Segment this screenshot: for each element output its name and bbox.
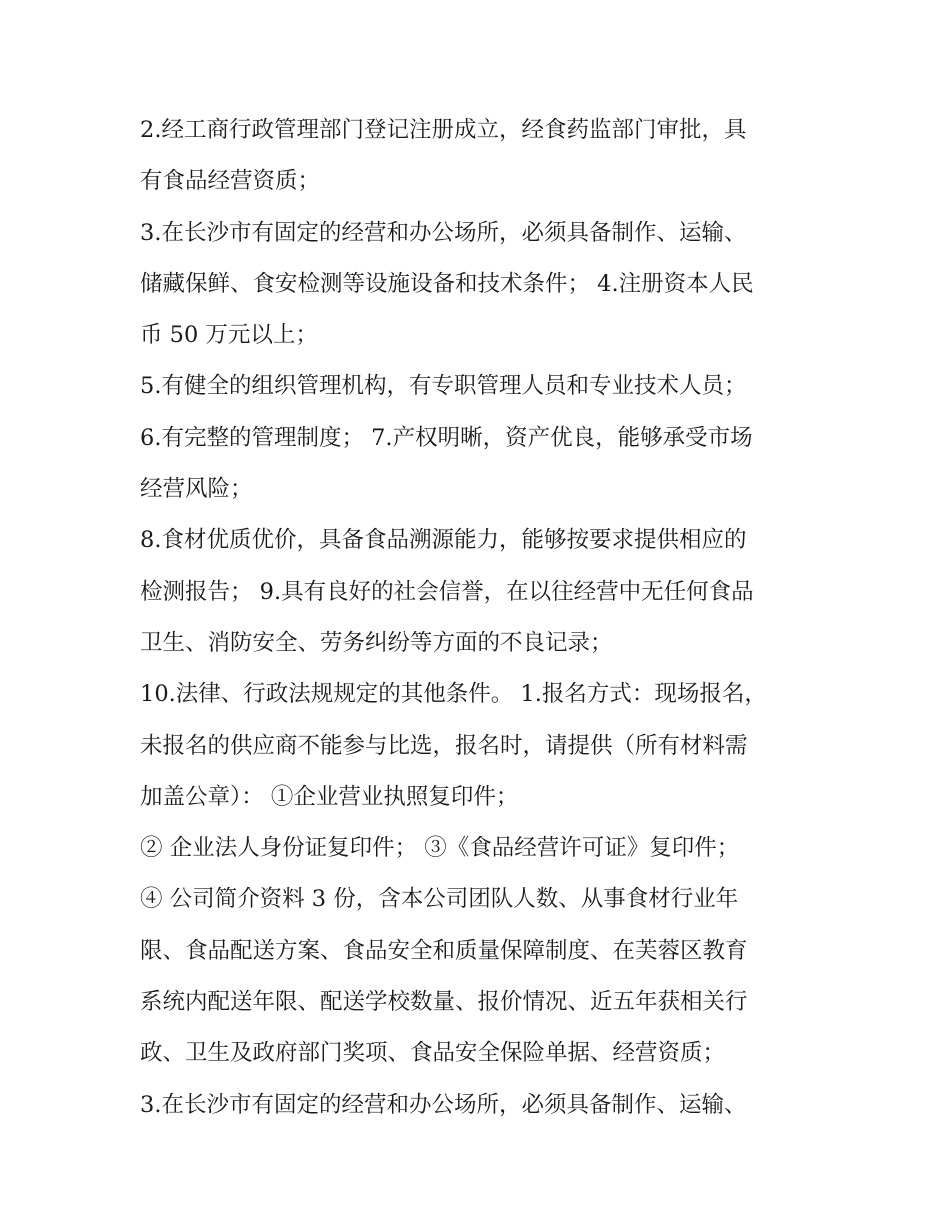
- text-line: 卫生、消防安全、劳务纠纷等方面的不良记录；: [140, 629, 613, 656]
- text-line: 3.在长沙市有固定的经营和办公场所，必须具备制作、运输、: [140, 1091, 747, 1118]
- text-line: 10.法律、行政法规规定的其他条件。 1.报名方式：现场报名，: [140, 681, 767, 708]
- text-line: 未报名的供应商不能参与比选，报名时，请提供（所有材料需: [140, 732, 748, 759]
- text-line: 检测报告； 9.具有良好的社会信誉，在以往经营中无任何食品: [140, 578, 754, 605]
- text-line: 8.食材优质优价，具备食品溯源能力，能够按要求提供相应的: [140, 527, 747, 554]
- text-line: 5.有健全的组织管理机构，有专职管理人员和专业技术人员；: [140, 373, 747, 400]
- text-line: 经营风险；: [140, 476, 253, 503]
- text-line: ② 企业法人身份证复印件； ③《食品经营许可证》复印件；: [140, 835, 740, 862]
- text-line: 2.经工商行政管理部门登记注册成立，经食药监部门审批，具: [140, 117, 747, 143]
- text-line: 有食品经营资质；: [140, 168, 321, 195]
- text-line: 储藏保鲜、食安检测等设施设备和技术条件； 4.注册资本人民: [140, 270, 754, 297]
- text-line: 系统内配送年限、配送学校数量、报价情况、近五年获相关行: [140, 989, 748, 1016]
- text-line: 加盖公章）： ①企业营业执照复印件；: [140, 783, 519, 810]
- text-line: 3.在长沙市有固定的经营和办公场所，必须具备制作、运输、: [140, 219, 747, 246]
- document-body: [140, 105, 820, 1131]
- text-line: 币 50 万元以上；: [140, 322, 318, 349]
- text-line: 限、食品配送方案、食品安全和质量保障制度、在芙蓉区教育: [140, 937, 748, 964]
- text-line: ④ 公司简介资料 3 份，含本公司团队人数、从事食材行业年: [140, 886, 739, 913]
- text-line: 6.有完整的管理制度； 7.产权明晰，资产优良，能够承受市场: [140, 424, 753, 451]
- text-line: 政、卫生及政府部门奖项、食品安全保险单据、经营资质；: [140, 1040, 726, 1067]
